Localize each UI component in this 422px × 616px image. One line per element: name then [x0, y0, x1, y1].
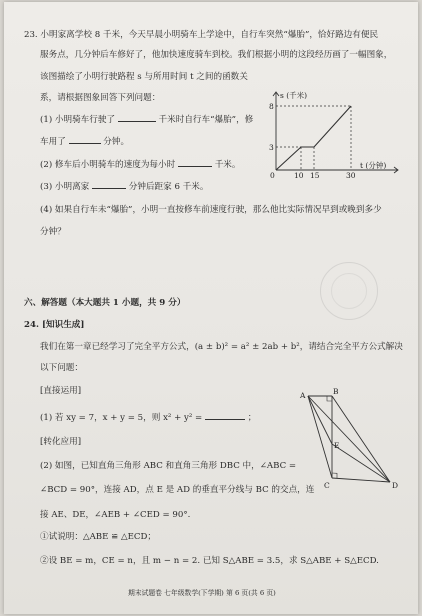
point-c-label: C: [324, 481, 330, 490]
answer-blank[interactable]: [178, 166, 212, 167]
q23-part-4-cont: 分钟？: [40, 227, 66, 237]
x-tick-10: 10: [294, 171, 304, 178]
q24-part-2-line-3: 接 AE、DE，∠AEB + ∠CED = 90°.: [40, 510, 191, 520]
y-tick-8: 8: [269, 102, 274, 111]
origin-label: 0: [270, 171, 275, 178]
q24-part-2-line-2: ∠BCD = 90°，连接 AD，点 E 是 AD 的垂直平分线与 BC 的交点，连: [40, 485, 315, 495]
x-tick-15: 15: [310, 171, 320, 178]
q23-part-4: (4) 如果自行车未“爆胎”，小明一直按修车前速度行驶，那么他比实际情况早到或晚到多少: [40, 205, 382, 215]
q24-part-1-text-b: ；: [247, 413, 257, 423]
q23-part-2-text-a: (2) 修车后小明骑车的速度为每小时: [40, 160, 176, 170]
x-tick-30: 30: [346, 171, 356, 178]
page-footer: 期末试题卷 七年级数学(下学期) 第 6 页(共 6 页): [128, 589, 276, 597]
q24-heading: 24. [知识生成]: [24, 320, 85, 330]
exam-page: [4, 2, 418, 614]
q23-part-1-text-b: 千米时自行车“爆胎”，修: [158, 115, 254, 125]
q23-part-1-text-d: 分钟。: [103, 137, 130, 147]
geometry-figure: [292, 386, 410, 500]
q23-line-3: 该图描绘了小明行驶路程 s 与所用时间 t 之间的函数关: [40, 72, 248, 82]
q23-part-2-text-b: 千米。: [214, 160, 241, 170]
q23-part-1-text-a: (1) 小明骑车行驶了: [40, 115, 116, 125]
q24-subpart-1: ①试说明：△ABE ≌ △ECD；: [40, 532, 156, 542]
distance-line: [276, 106, 351, 170]
q23-part-1: [40, 115, 253, 126]
segment-cd: [332, 478, 390, 482]
q23-line-1: 23. 小明家离学校 8 千米，今天早晨小明骑车上学途中，自行车突然“爆胎”，恰好路边有便民: [24, 30, 379, 40]
y-axis-unit: s (千米): [280, 91, 308, 100]
point-a-label: A: [300, 391, 306, 400]
q23-line-2: 服务点，几分钟后车修好了，他加快速度骑车到校。我们根据小明的这段经历画了一幅图象，: [40, 50, 393, 60]
answer-blank[interactable]: [92, 188, 126, 189]
section-title: 六、解答题（本大题共 1 小题，共 9 分）: [24, 298, 186, 308]
q24-direct-heading: [直接运用]: [40, 386, 82, 396]
point-e-label: E: [334, 441, 340, 450]
q24-transform-heading: [转化应用]: [40, 437, 82, 447]
right-angle-b: [327, 396, 332, 401]
y-tick-3: 3: [269, 143, 274, 152]
q23-part-3-text-a: (3) 小明离家: [40, 182, 90, 192]
q23-part-1-text-c: 车用了: [40, 137, 66, 147]
q23-line-4: 系，请根据图象回答下列问题：: [40, 93, 161, 103]
distance-time-graph: [256, 86, 406, 178]
segment-bd: [332, 396, 390, 482]
q23-part-2: [40, 160, 240, 171]
q24-intro-2: 以下问题：: [40, 363, 83, 373]
q24-part-2-line-1: (2) 如图，已知直角三角形 ABC 和直角三角形 DBC 中，∠ABC =: [40, 461, 297, 471]
point-b-label: B: [333, 387, 339, 396]
answer-blank[interactable]: [69, 143, 101, 144]
q24-intro-1: 我们在第一章已经学习了完全平方公式，(a ± b)² = a² ± 2ab + b²，请结合完全平方公式解决: [40, 342, 403, 352]
q24-part-1-text-a: (1) 若 xy = 7，x + y = 5，则 x² + y² =: [40, 413, 203, 423]
watermark-seal: [320, 262, 378, 320]
q23-part-3: [40, 182, 208, 193]
answer-blank[interactable]: [118, 121, 156, 122]
point-d-label: D: [392, 481, 399, 490]
segment-de: [332, 444, 390, 482]
right-angle-c: [332, 473, 337, 478]
x-axis-unit: t (分钟): [360, 161, 387, 170]
answer-blank[interactable]: [205, 419, 245, 420]
q24-part-1: [40, 413, 256, 424]
q24-subpart-2: ②设 BE = m，CE = n，且 m − n = 2. 已知 S△ABE = 3.5，求 S△ABE + S△ECD.: [40, 556, 379, 566]
q23-part-1-cont: [40, 137, 129, 148]
q23-part-3-text-b: 分钟后距家 6 千米。: [128, 182, 209, 192]
